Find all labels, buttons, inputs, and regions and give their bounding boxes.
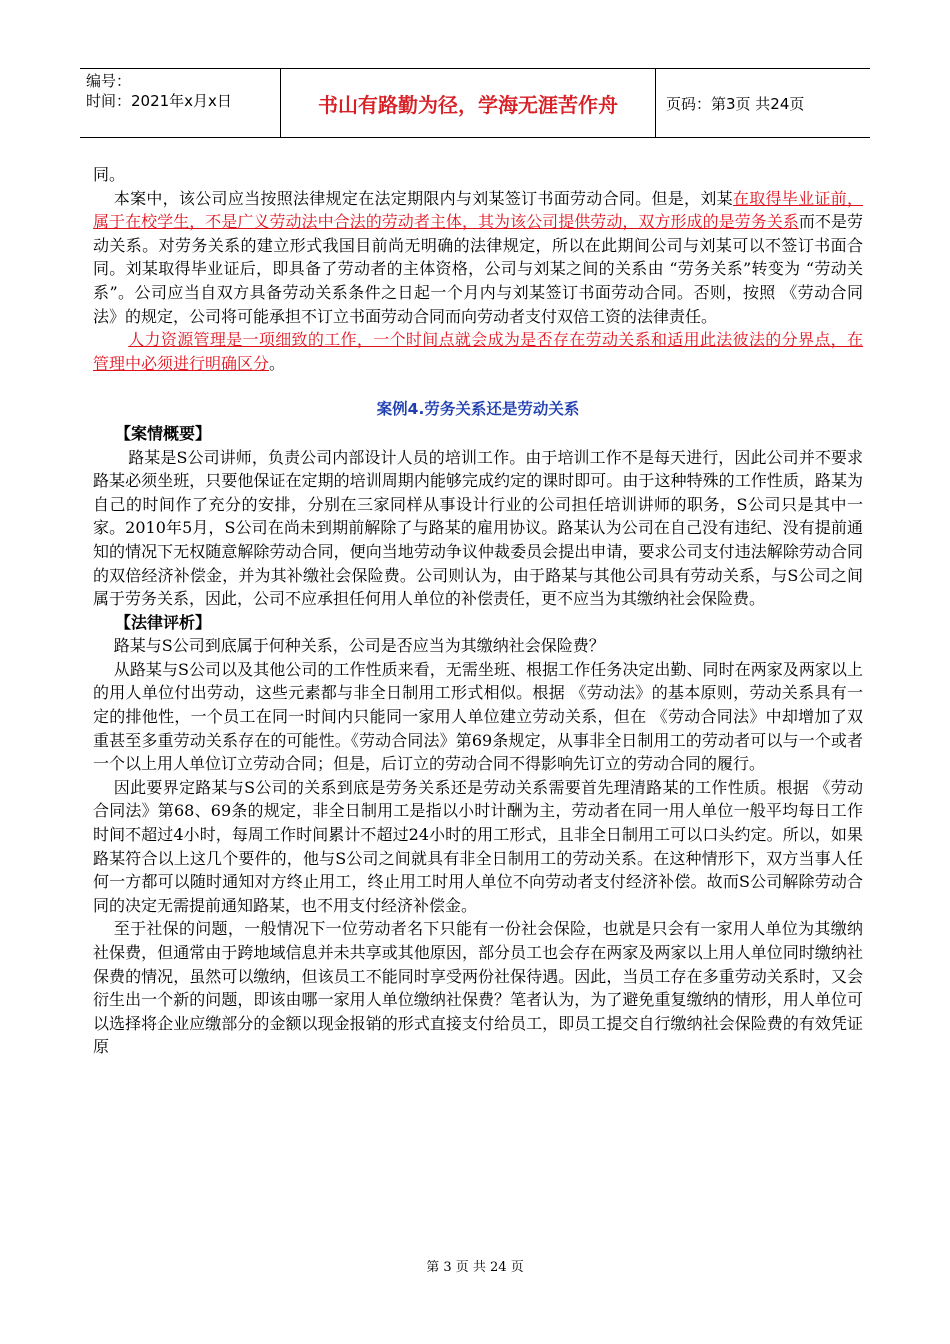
document-body [93, 163, 863, 1059]
paragraph: 同。 [93, 165, 126, 184]
highlighted-text: 人力资源管理是一项细致的工作，一个时间点就会成为是否存在劳动关系和适用此法彼法的分界点，在管理中必须进行明确区分 [93, 330, 863, 373]
header-motto: 书山有路勤为径，学海无涯苦作舟 [281, 69, 656, 137]
section-heading: 【案情概要】 [115, 423, 212, 443]
section-heading: 【法律评析】 [115, 612, 212, 632]
paragraph: 路某是S公司讲师，负责公司内部设计人员的培训工作。由于培训工作不是每天进行，因此公司并不要求路某必须坐班，只要他保证在定期的培训周期内能够完成约定的课时即可。由于这种特殊的工作性质，路某为自己的时间作了充分的安排，分别在三家同样从事设计行业的公司担任培训讲师的职务，S公司只是其中一家。2010年5月，S公司在尚未到期前解除了与路某的雇用协议。路某认为公司在自己没有违纪、没有提前通知的情况下无权随意解除劳动合同，便向当地劳动争议仲裁委员会提出申请，要求公司支付违法解除劳动合同的双倍经济补偿金，并为其补缴社会保险费。公司则认为，由于路某与其他公司具有劳动关系，与S公司之间属于劳务关系，因此，公司不应承担任何用人单位的补偿责任，更不应当为其缴纳社会保险费。 [93, 447, 863, 609]
paragraph: 至于社保的问题，一般情况下一位劳动者名下只能有一份社会保险，也就是只会有一家用人单位为其缴纳社保费，但通常由于跨地域信息并未共享或其他原因，部分员工也会存在两家及两家以上用人单位同时缴纳社保费的情况，虽然可以缴纳，但该员工不能同时享受两份社保待遇。因此，当员工存在多重劳动关系时，又会衍生出一个新的问题，即该由哪一家用人单位缴纳社保费？笔者认为，为了避免重复缴纳的情形，用人单位可以选择将企业应缴部分的金额以现金报销的形式直接支付给员工，即员工提交自行缴纳社会保险费的有效凭证原 [93, 919, 863, 1057]
header-meta [80, 69, 281, 137]
paragraph: 因此要界定路某与S公司的关系到底是劳务关系还是劳动关系需要首先理清路某的工作性质。根据 《劳动合同法》第68、69条的规定，非全日制用工是指以小时计酬为主，劳动者在同一用人单位一般平均每日工作时间不超过4小时，每周工作时间累计不超过24小时的用工形式，且非全日制用工可以口头约定。所以，如果路某符合以上这几个要件的，他与S公司之间就具有非全日制用工的劳动关系。在这种情形下，双方当事人任何一方都可以随时通知对方终止用工，终止用工时用人单位不向劳动者支付经济补偿。故而S公司解除劳动合同的决定无需提前通知路某，也不用支付经济补偿金。 [93, 777, 863, 915]
text-run: 。 [269, 353, 286, 373]
page-footer: 第 3 页 共 24 页 [426, 1260, 524, 1275]
text-run: 而不是劳动关系。对劳务关系的建立形式我国目前尚无明确的法律规定，所以在此期间公司与刘某可以不签订书面合同。刘某取得毕业证后，即具备了劳动者的主体资格，公司与刘某之间的关系由 “劳务关系”转变为 “劳动关系”。公司应当自双方具备劳动关系条件之日起一个月内与刘某签订书面劳动合同。否则，按照 《劳动合同法》的规定，公司将可能承担不订立书面劳动合同而向劳动者支付双倍工资的法律责任。 [93, 212, 863, 326]
time-label: 时间：2021年x月x日 [86, 92, 232, 110]
number-label: 编号： [86, 72, 132, 90]
highlighted-text: 在取得毕业证前，属于在校学生，不是广义劳动法中合法的劳动者主体，其为该公司提供劳动，双方形成的是劳务关系 [93, 188, 863, 232]
page-header [80, 68, 870, 138]
case-title: 案例4.劳务关系还是劳动关系 [376, 400, 580, 419]
header-page-label: 页码：第3页 共24页 [666, 94, 805, 113]
paragraph [93, 328, 863, 375]
paragraph [93, 187, 863, 329]
text-run: 本案中，该公司应当按照法律规定在法定期限内与刘某签订书面劳动合同。但是，刘某 [113, 188, 733, 208]
paragraph: 从路某与S公司以及其他公司的工作性质来看，无需坐班、根据工作任务决定出勤、同时在两家及两家以上的用人单位付出劳动，这些元素都与非全日制用工形式相似。根据 《劳动法》的基本原则，劳动关系具有一定的排他性，一个员工在同一时间内只能同一家用人单位建立劳动关系，但在 《劳动合同法》中却增加了双重甚至多重劳动关系存在的可能性。《劳动合同法》第69条规定，从事非全日制用工的劳动者可以与一个或者一个以上用人单位订立劳动合同；但是，后订立的劳动合同不得影响先订立的劳动合同的履行。 [93, 659, 863, 774]
paragraph: 路某与S公司到底属于何种关系，公司是否应当为其缴纳社会保险费？ [113, 636, 605, 656]
